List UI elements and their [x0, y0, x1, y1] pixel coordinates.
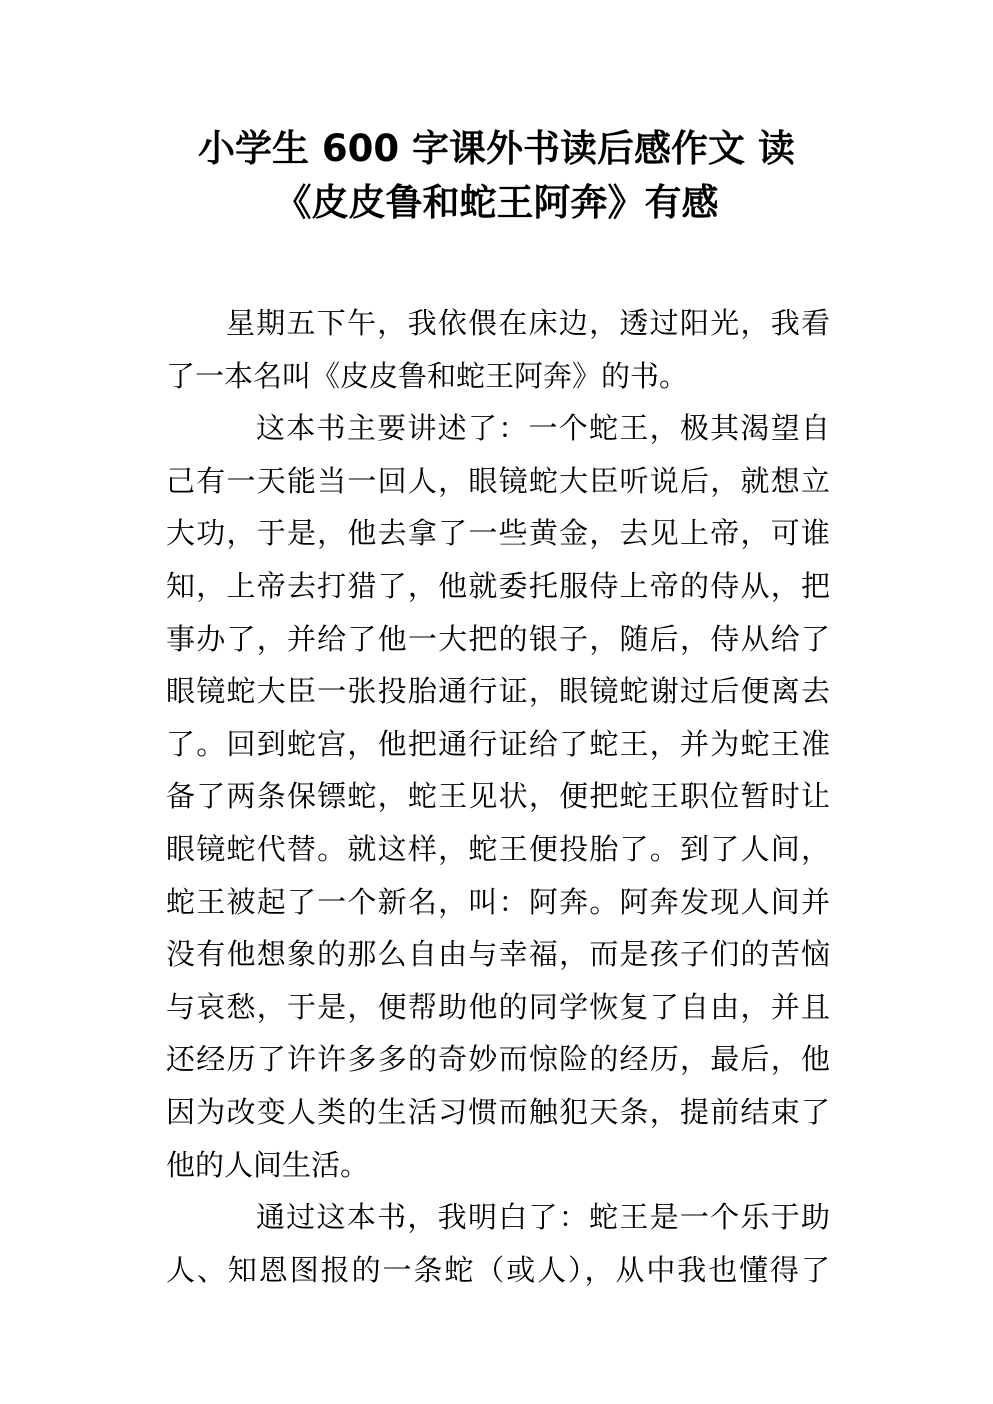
text-line: 这本书主要讲述了：一个蛇王，极其渴望自: [256, 411, 830, 446]
text-line: 了。回到蛇宫，他把通行证给了蛇王，并为蛇王准: [166, 726, 830, 761]
text-line: 还经历了许许多多的奇妙而惊险的经历，最后，他: [166, 1042, 830, 1077]
text-line: 眼镜蛇代替。就这样，蛇王便投胎了。到了人间，: [166, 831, 830, 866]
text-line: 人、知恩图报的一条蛇（或人），从中我也懂得了: [166, 1252, 830, 1287]
text-line: 星期五下午，我依偎在床边，透过阳光，我看: [226, 306, 830, 340]
paragraph-1: [166, 297, 830, 402]
paragraph-2: [166, 402, 830, 1191]
title-line-2: 《皮皮鲁和蛇王阿奔》有感: [274, 181, 719, 224]
text-line: 没有他想象的那么自由与幸福，而是孩子们的苦恼: [166, 937, 830, 972]
text-line: 事办了，并给了他一大把的银子，随后，侍从给了: [166, 621, 830, 656]
text-line: 己有一天能当一回人，眼镜蛇大臣听说后，就想立: [166, 463, 830, 498]
text-line: 通过这本书，我明白了：蛇王是一个乐于助: [256, 1200, 830, 1235]
paragraph-3: [166, 1191, 830, 1296]
document-title: [120, 122, 873, 230]
text-line: 眼镜蛇大臣一张投胎通行证，眼镜蛇谢过后便离去: [166, 674, 830, 709]
text-line: 蛇王被起了一个新名，叫：阿奔。阿奔发现人间并: [166, 884, 830, 919]
text-line: 与哀愁，于是，便帮助他的同学恢复了自由，并且: [166, 989, 830, 1024]
text-line: 他的人间生活。: [166, 1147, 370, 1182]
text-line: 大功，于是，他去拿了一些黄金，去见上帝，可谁: [166, 516, 830, 551]
text-line: 因为改变人类的生活习惯而触犯天条，提前结束了: [166, 1094, 830, 1129]
text-line: 了一本名叫《皮皮鲁和蛇王阿奔》的书。: [166, 358, 689, 393]
title-line-1: 小学生 600 字课外书读后感作文 读: [198, 127, 795, 170]
text-line: 知，上帝去打猎了，他就委托服侍上帝的侍从，把: [166, 568, 830, 603]
document-body: [166, 297, 830, 1296]
text-line: 备了两条保镖蛇，蛇王见状，便把蛇王职位暂时让: [166, 779, 830, 814]
